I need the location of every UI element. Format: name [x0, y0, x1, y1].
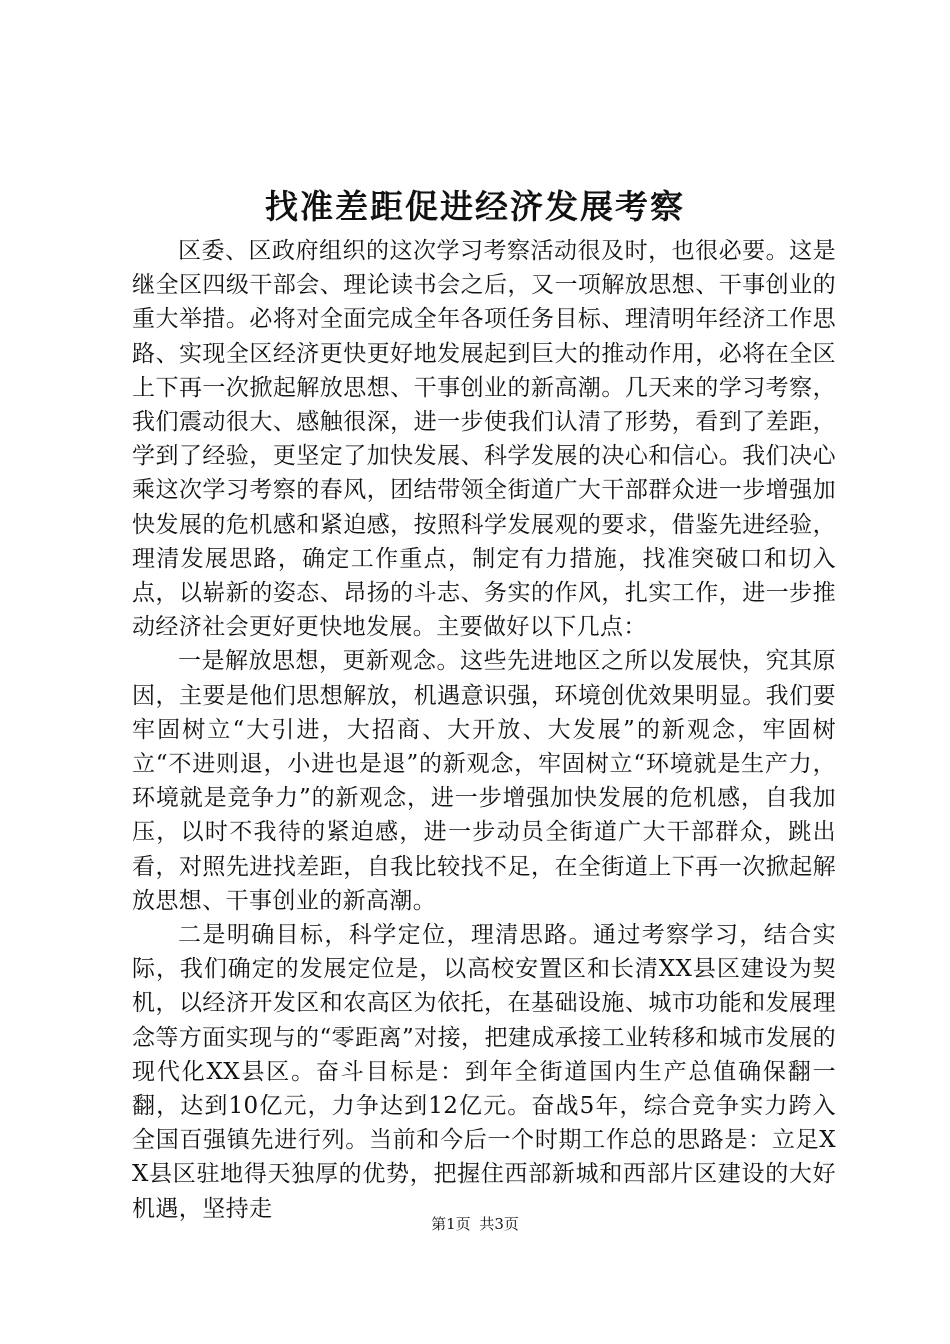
document-title: 找准差距促进经济发展考察 — [265, 187, 685, 226]
page-total: 共3页 — [479, 1215, 519, 1233]
paragraph-intro: 区委、区政府组织的这次学习考察活动很及时，也很必要。这是继全区四级干部会、理论读书会之后，又一项解放思想、干事创业的重大举措。必将对全面完成全年各项任务目标、理清明年经济工作思路、实现全区经济更快更好地发展起到巨大的推动作用，必将在全区上下再一次掀起解放思想、干事创业的新高潮。几天来的学习考察，我们震动很大、感触很深，进一步使我们认清了形势，看到了差距，学到了经验，更坚定了加快发展、科学发展的决心和信心。我们决心乘这次学习考察的春风，团结带领全街道广大干部群众进一步增强加快发展的危机感和紧迫感，按照科学发展观的要求，借鉴先进经验，理清发展思路，确定工作重点，制定有力措施，找准突破口和切入点，以崭新的姿态、昂扬的斗志、务实的作风，扎实工作，进一步推动经济社会更好更快地发展。主要做好以下几点： — [132, 238, 836, 641]
page-footer — [0, 1214, 950, 1234]
page-number: 第1页 — [431, 1215, 471, 1233]
paragraph-point-one: 一是解放思想，更新观念。这些先进地区之所以发展快，究其原因，主要是他们思想解放，机遇意识强，环境创优效果明显。我们要牢固树立“大引进，大招商、大开放、大发展”的新观念，牢固树立“不进则退，小进也是退”的新观念，牢固树立“环境就是生产力，环境就是竞争力”的新观念，进一步增强加快发展的危机感，自我加压，以时不我待的紧迫感，进一步动员全街道广大干部群众，跳出看，对照先进找差距，自我比较找不足，在全街道上下再一次掀起解放思想、干事创业的新高潮。 — [132, 648, 836, 914]
paragraph-point-two: 二是明确目标，科学定位，理清思路。通过考察学习，结合实际，我们确定的发展定位是，以高校安置区和长清XX县区建设为契机，以经济开发区和农高区为依托，在基础设施、城市功能和发展理念等方面实现与的“零距离”对接，把建成承接工业转移和城市发展的现代化XX县区。奋斗目标是：到年全街道国内生产总值确保翻一翻，达到10亿元，力争达到12亿元。奋战5年，综合竞争实力跨入全国百强镇先进行列。当前和今后一个时期工作总的思路是：立足XX县区驻地得天独厚的优势，把握住西部新城和西部片区建设的大好机遇，坚持走 — [132, 922, 836, 1222]
document-body — [132, 234, 836, 1226]
